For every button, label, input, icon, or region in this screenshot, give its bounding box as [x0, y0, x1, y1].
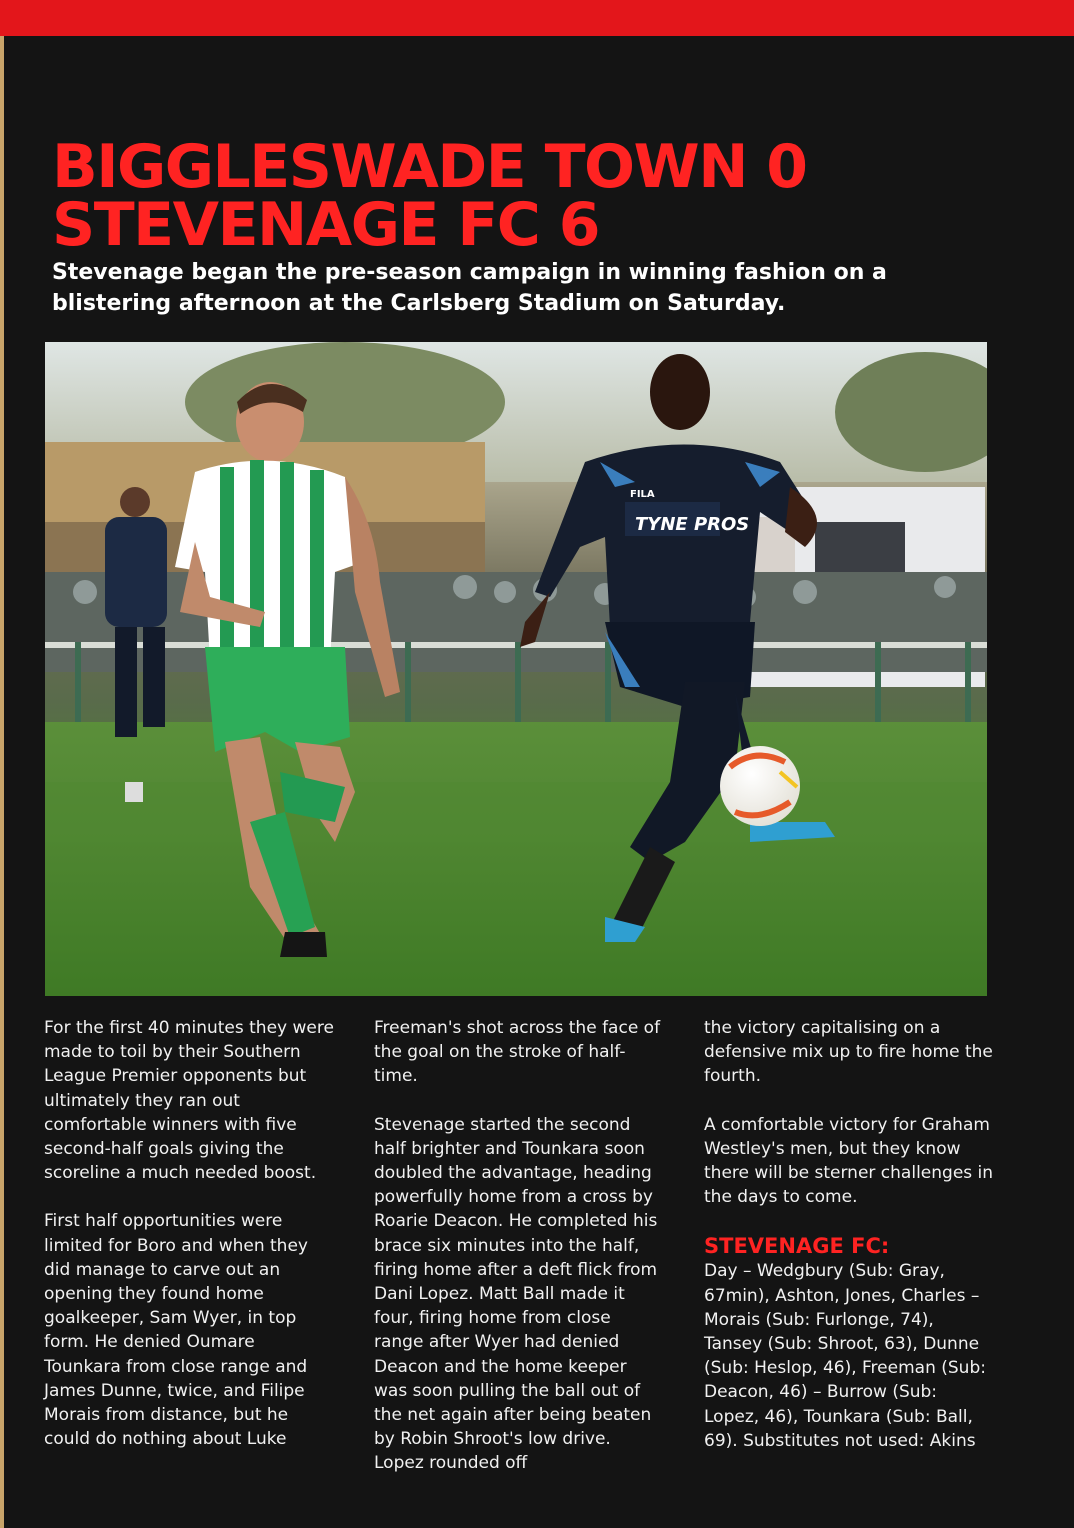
headline-home-score: BIGGLESWADE TOWN 0 [52, 132, 807, 202]
article-column-2 [374, 1016, 664, 1500]
article-paragraph: For the first 40 minutes they were made to toil by their Southern League Premier opponents but ultimately they ran out comfortable winners with five second-half goals giving the scoreline a much needed boost. [44, 1018, 334, 1184]
article-column-1 [44, 1016, 334, 1475]
article-paragraph: the victory capitalising on a defensive mix up to fire home the fourth. [704, 1018, 993, 1087]
shirt-brand-text: FILA [630, 489, 655, 500]
lineup-text: Day – Wedgbury (Sub: Gray, 67min), Ashton, Jones, Charles – Morais (Sub: Furlonge, 74), Tansey (Sub: Shroot, 63), Dunne (Sub: Heslop, 46), Freeman (Sub: Deacon, 46) – Burrow (Sub: Lopez, 46), Tounkara (Sub: Ball, 69). Substitutes not used: Akins [704, 1261, 986, 1451]
article-paragraph: Stevenage started the second half brighter and Tounkara soon doubled the advantage, heading powerfully home from a cross by Roarie Deacon. He completed his brace six minutes into the half, firing home after a deft flick from Dani Lopez. Matt Ball made it four, firing home from close range after Wyer had denied Deacon and the home keeper was soon pulling the ball out of the net again after being beaten by Robin Shroot's low drive. Lopez rounded off [374, 1114, 658, 1474]
article-paragraph: A comfortable victory for Graham Westley's men, but they know there will be sterner challenges in the days to come. [704, 1114, 994, 1208]
top-accent-bar [0, 0, 1074, 36]
headline-away-score: STEVENAGE FC 6 [52, 190, 599, 260]
standfirst: Stevenage began the pre-season campaign in winning fashion on a blistering afternoon at the Carlsberg Stadium on Saturday. [52, 260, 887, 316]
page-edge [0, 36, 4, 1528]
article-column-3 [704, 1016, 994, 1477]
match-photo-illustration [45, 342, 987, 996]
match-photo [45, 342, 987, 996]
article-paragraph: Freeman's shot across the face of the goal on the stroke of half-time. [374, 1018, 661, 1087]
article-paragraph: First half opportunities were limited for Boro and when they did manage to carve out an opening they found home goalkeeper, Sam Wyer, in top form. He denied Oumare Tounkara from close range and James Dunne, twice, and Filipe Morais from distance, but he could do nothing about Luke [44, 1211, 308, 1450]
shirt-sponsor-text: TYNE PROS [635, 514, 750, 535]
lineup-heading: STEVENAGE FC: [704, 1234, 890, 1259]
match-headline [52, 132, 1012, 260]
